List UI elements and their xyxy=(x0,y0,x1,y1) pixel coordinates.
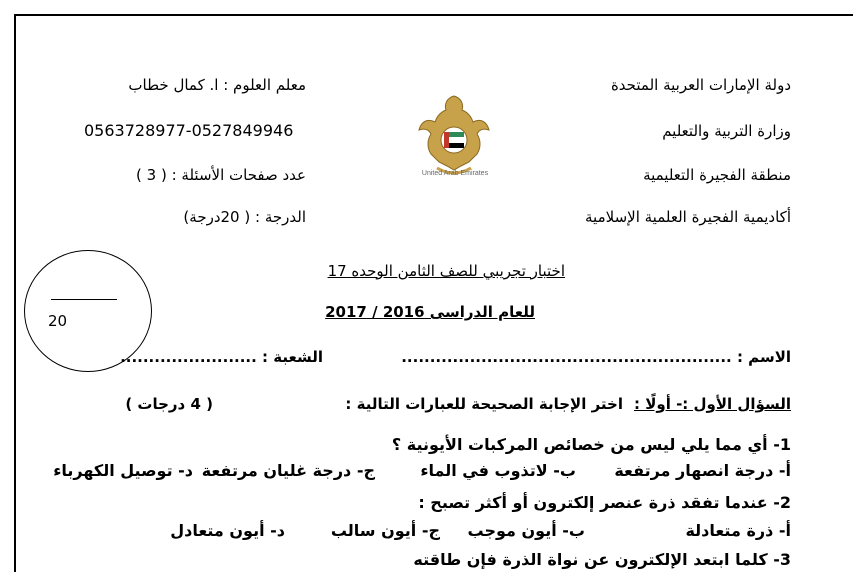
question-3: 3- كلما ابتعد الإلكترون عن نواة الذرة فإن طاقته xyxy=(413,550,791,569)
section1-heading xyxy=(634,395,791,413)
section1-instruction: اختر الإجابة الصحيحة للعبارات التالية : xyxy=(345,395,623,413)
q1-option-d: د- توصيل الكهرباء xyxy=(53,461,193,480)
page-border-top xyxy=(14,14,853,16)
q2-option-a: أ- ذرة متعادلة xyxy=(685,521,791,540)
q1-option-b: ب- لاتذوب في الماء xyxy=(420,461,576,480)
question-2: 2- عندما تفقد ذرة عنصر إلكترون أو أكثر تصبح : xyxy=(418,493,791,512)
ministry-name: وزارة التربية والتعليم xyxy=(662,122,791,140)
q2-option-b: ب- أيون موجب xyxy=(467,521,585,540)
grade-total: الدرجة : ( 20درجة) xyxy=(183,208,306,226)
emblem-caption: United Arab Emirates xyxy=(421,170,489,177)
score-total: 20 xyxy=(48,312,68,330)
exam-title: اختبار تجريبي للصف الثامن الوحده 17 xyxy=(327,262,565,280)
page-border-left xyxy=(14,14,16,572)
q1-option-a: أ- درجة انصهار مرتفعة xyxy=(614,461,791,480)
section-field: الشعبة : ........................ xyxy=(120,348,323,366)
question-pages-count: عدد صفحات الأسئلة : ( 3 ) xyxy=(136,166,306,184)
q1-option-c: ج- درجة غليان مرتفعة xyxy=(201,461,375,480)
school-name: أكاديمية الفجيرة العلمية الإسلامية xyxy=(585,208,791,226)
section1-label: السؤال الأول :- أولًا : xyxy=(634,395,791,413)
teacher-name: معلم العلوم : ا. كمال خطاب xyxy=(128,76,306,94)
q2-option-c: ج- أيون سالب xyxy=(330,521,440,540)
score-line xyxy=(51,299,117,300)
question-1: 1- أي مما يلي ليس من خصائص المركبات الأيونية ؟ xyxy=(391,435,791,454)
section1-marks: ( 4 درجات ) xyxy=(125,395,213,413)
region-name: منطقة الفجيرة التعليمية xyxy=(643,166,791,184)
student-name-field: الاسم : .......................................................... xyxy=(401,348,791,366)
academic-year: للعام الدراسى 2016 / 2017 xyxy=(325,303,535,321)
uae-emblem-icon xyxy=(417,92,491,182)
phone-numbers: 0563728977-0527849946 xyxy=(84,121,294,140)
country-name: دولة الإمارات العربية المتحدة xyxy=(610,76,791,94)
q2-option-d: د- أيون متعادل xyxy=(170,521,285,540)
